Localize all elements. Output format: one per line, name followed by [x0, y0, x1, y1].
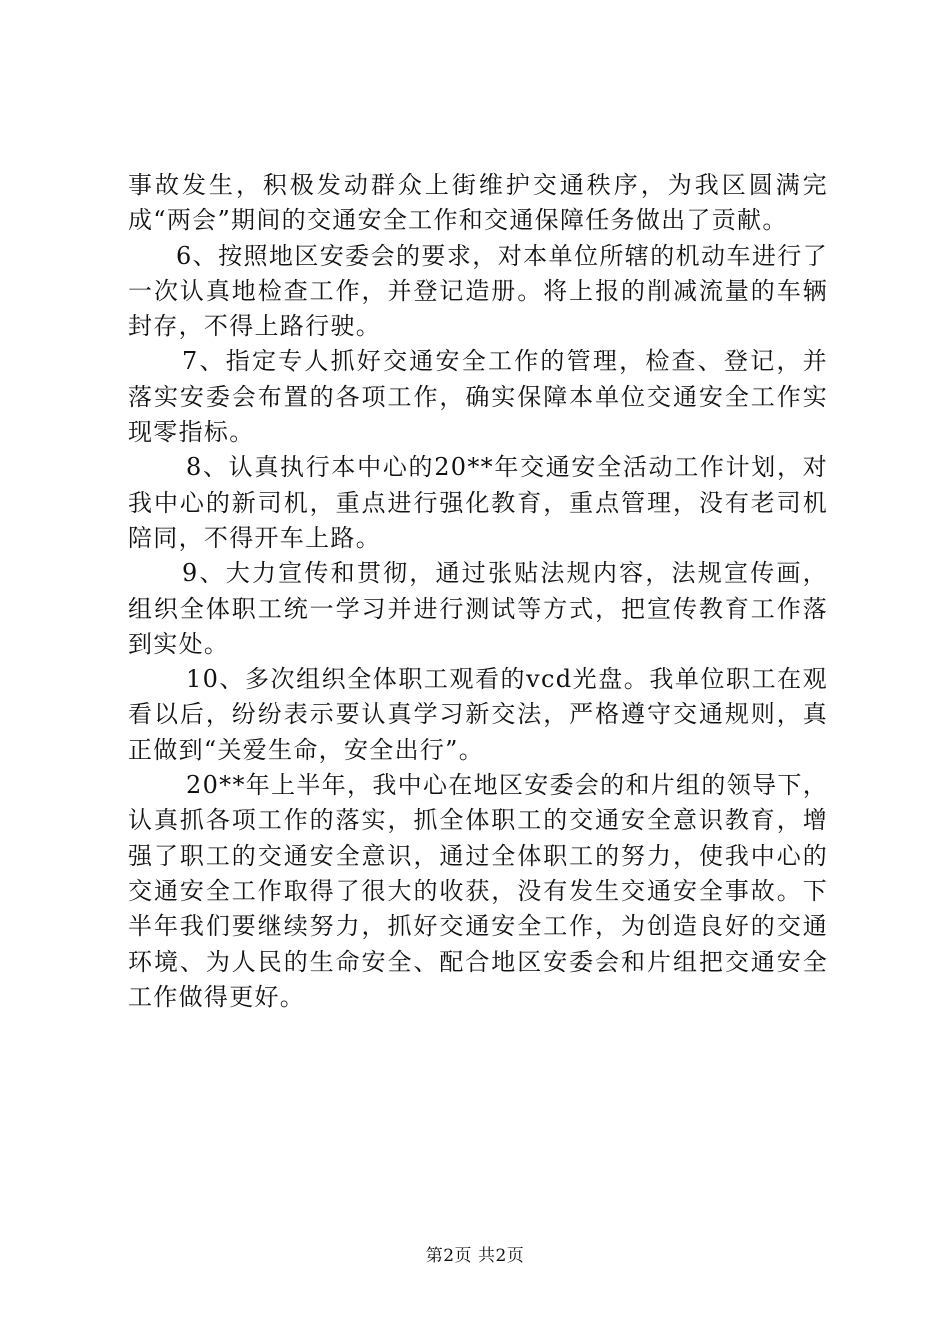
document-body: [128, 168, 828, 1015]
paragraph-item-6: 6、按照地区安委会的要求，对本单位所辖的机动车进行了一次认真地检查工作，并登记造册。将上报的削减流量的车辆封存，不得上路行驶。: [128, 241, 828, 341]
paragraph-item-8: 8、认真执行本中心的20**年交通安全活动工作计划，对我中心的新司机，重点进行强化教育，重点管理，没有老司机陪同，不得开车上路。: [128, 453, 828, 552]
paragraph-item-7: 7、指定专人抓好交通安全工作的管理，检查、登记，并落实安委会布置的各项工作，确实保障本单位交通安全工作实现零指标。: [128, 347, 828, 447]
paragraph-continuation: 事故发生，积极发动群众上街维护交通秩序，为我区圆满完成“两会”期间的交通安全工作和交通保障任务做出了贡献。: [128, 171, 828, 235]
paragraph-summary: 20**年上半年，我中心在地区安委会的和片组的领导下，认真抓各项工作的落实，抓全体职工的交通安全意识教育，增强了职工的交通安全意识，通过全体职工的努力，使我中心的交通安全工作取得了很大的收获，没有发生交通安全事故。下半年我们要继续努力，抓好交通安全工作，为创造良好的交通环境、为人民的生命安全、配合地区安委会和片组把交通安全工作做得更好。: [128, 771, 828, 1011]
paragraph-item-9: 9、大力宣传和贯彻，通过张贴法规内容，法规宣传画，组织全体职工统一学习并进行测试等方式，把宣传教育工作落到实处。: [128, 559, 828, 658]
paragraph-item-10: 10、多次组织全体职工观看的vcd光盘。我单位职工在观看以后，纷纷表示要认真学习新交法，严格遵守交通规则，真正做到“关爱生命，安全出行”。: [128, 665, 828, 764]
page-number-footer: 第2页 共2页: [425, 1246, 525, 1266]
